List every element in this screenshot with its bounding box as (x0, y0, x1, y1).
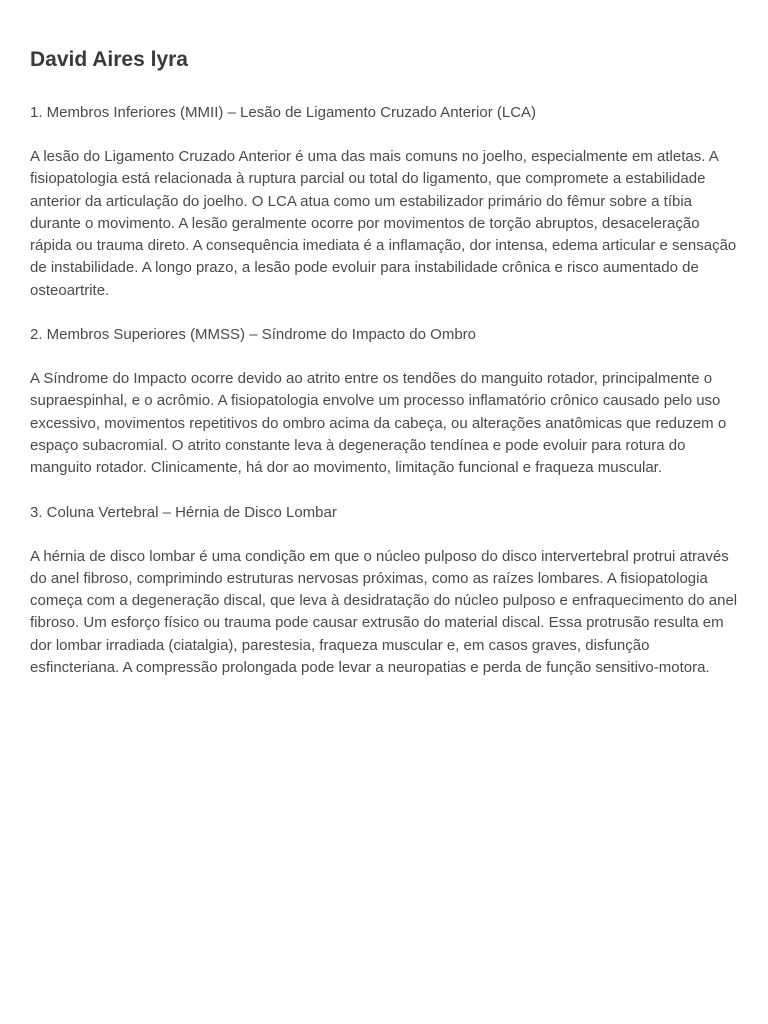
section-body: A Síndrome do Impacto ocorre devido ao atrito entre os tendões do manguito rotador, principalmente o supraespinhal, e o acrômio. A fisiopatologia envolve um processo inflamatório crônico causado pelo uso excessivo, movimentos repetitivos do ombro acima da cabeça, ou alterações anatômicas que reduzem o espaço subacromial. O atrito constante leva à degeneração tendínea e pode evoluir para rotura do manguito rotador. Clinicamente, há dor ao movimento, limitação funcional e fraqueza muscular. (30, 370, 727, 477)
section-lca (30, 102, 742, 302)
section-impacto-ombro (30, 324, 742, 479)
document-page (30, 46, 742, 701)
section-body: A lesão do Ligamento Cruzado Anterior é uma das mais comuns no joelho, especialmente em atletas. A fisiopatologia está relacionada à ruptura parcial ou total do ligamento, que compromete a estabilidade anterior da articulação do joelho. O LCA atua como um estabilizador primário do fêmur sobre a tíbia durante o movimento. A lesão geralmente ocorre por movimentos de torção abruptos, desaceleração rápida ou trauma direto. A consequência imediata é a inflamação, dor intensa, edema articular e sensação de instabilidade. A longo prazo, a lesão pode evoluir para instabilidade crônica e risco aumentado de osteoartrite. (30, 148, 737, 299)
section-heading: 3. Coluna Vertebral – Hérnia de Disco Lombar (30, 503, 337, 521)
section-body: A hérnia de disco lombar é uma condição em que o núcleo pulposo do disco intervertebral protrui através do anel fibroso, comprimindo estruturas nervosas próximas, como as raízes lombares. A fisiopatologia começa com a degeneração discal, que leva à desidratação do núcleo pulposo e enfraquecimento do anel fibroso. Um esforço físico ou trauma pode causar extrusão do material discal. Essa protrusão resulta em dor lombar irradiada (ciatalgia), parestesia, fraqueza muscular e, em casos graves, disfunção esfincteriana. A compressão prolongada pode levar a neuropatias e perda de função sensitivo-motora. (30, 547, 738, 677)
section-heading: 2. Membros Superiores (MMSS) – Síndrome do Impacto do Ombro (30, 326, 477, 344)
document-title: David Aires lyra (30, 48, 188, 71)
section-heading: 1. Membros Inferiores (MMII) – Lesão de Ligamento Cruzado Anterior (LCA) (30, 104, 537, 121)
section-hernia-disco (30, 502, 742, 680)
